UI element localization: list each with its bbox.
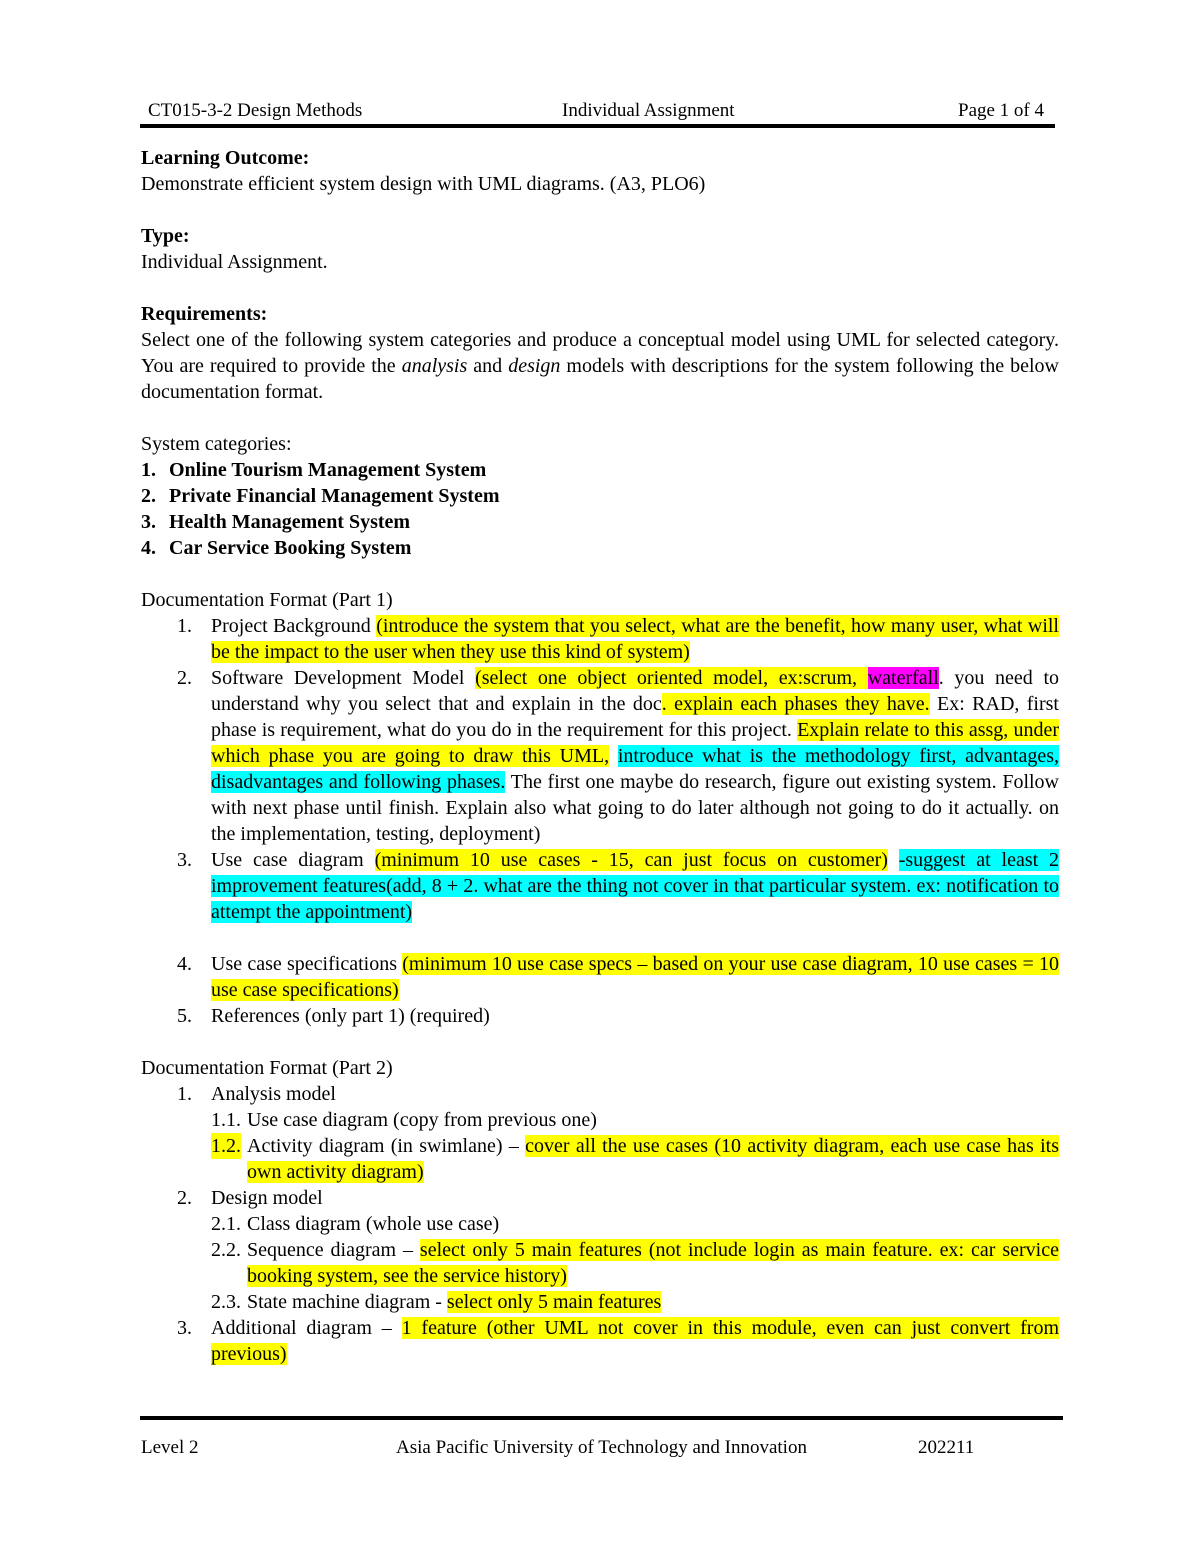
part2-item-analysis-model	[141, 1081, 1059, 1107]
footer-intake-code: 202211	[918, 1437, 975, 1458]
category-name: Car Service Booking System	[169, 537, 412, 559]
category-name: Online Tourism Management System	[169, 459, 487, 481]
highlight-cyan: -suggest at least 2 improvement features(add, 8 + 2. what are the thing not cover in that particular system. ex: notification to attempt the appointment)	[211, 849, 1060, 923]
sub-text: State machine diagram -	[247, 1291, 447, 1313]
item-text: . you need to understand why you select that and explain in the doc	[211, 667, 1059, 715]
category-name: Private Financial Management System	[169, 485, 500, 507]
highlight-yellow: (introduce the system that you select, what are the benefit, how many user, what will be the impact to the user when they use this kind of system)	[211, 615, 1059, 663]
part1-item-software-development-model	[141, 665, 1059, 847]
part1-item-references	[141, 1003, 1059, 1029]
highlight-cyan: introduce what is the methodology first, advantages, disadvantages and following phases.	[211, 745, 1060, 793]
requirements-text-part1: Select one of the following system categories and produce a conceptual model using UML for selected category. You are required to provide the	[141, 329, 1059, 377]
category-number: 1.	[141, 459, 156, 481]
item-text: Use case diagram	[211, 849, 375, 871]
sub-text: Sequence diagram –	[247, 1239, 420, 1261]
part2-item-additional-diagram	[141, 1315, 1059, 1367]
header-rule	[140, 124, 1055, 128]
list-number: 1.	[177, 1083, 192, 1105]
category-list	[141, 457, 1059, 561]
sub-number: 2.2.	[211, 1239, 241, 1261]
list-number: 1.	[177, 615, 192, 637]
sub-number: 2.3.	[211, 1291, 241, 1313]
part2-subitem-sequence-diagram	[141, 1237, 1059, 1289]
highlight-yellow: Explain relate to this assg, under which phase you are going to draw this UML,	[211, 719, 1060, 767]
type-heading: Type:	[141, 225, 190, 247]
item-text: Use case specifications	[211, 953, 403, 975]
sub-text: Class diagram (whole use case)	[247, 1213, 500, 1235]
list-number: 2.	[177, 667, 192, 689]
header-course-code: CT015-3-2 Design Methods	[148, 100, 363, 121]
part2-subitem-use-case-diagram	[141, 1107, 1059, 1133]
requirements-text	[141, 327, 1059, 405]
category-name: Health Management System	[169, 511, 411, 533]
item-text	[888, 849, 899, 871]
category-number: 4.	[141, 537, 156, 559]
part1-item-use-case-diagram	[141, 847, 1059, 925]
highlight-yellow: (minimum 10 use cases - 15, can just focus on customer)	[374, 849, 888, 871]
list-number: 2.	[177, 1187, 192, 1209]
item-text: Project Background	[211, 615, 377, 637]
requirements-heading: Requirements:	[141, 303, 268, 325]
document-body	[141, 145, 1059, 1367]
type-text: Individual Assignment.	[141, 251, 328, 273]
item-text: Software Development Model	[211, 667, 476, 689]
footer-university: Asia Pacific University of Technology and Innovation	[396, 1437, 807, 1458]
item-text: The first one maybe do research, figure out existing system. Follow with next phase until finish. Explain also what going to do later although not going to do it actually. on the implementation, testing, deployment)	[211, 771, 1060, 845]
part1-list	[141, 613, 1059, 1029]
part2-list	[141, 1081, 1059, 1367]
learning-outcome-heading: Learning Outcome:	[141, 147, 310, 169]
part2-subitem-class-diagram	[141, 1211, 1059, 1237]
highlight-yellow: 1 feature (other UML not cover in this module, even can just convert from previous)	[211, 1317, 1059, 1365]
analysis-emphasis: analysis	[401, 355, 468, 377]
sub-number: 2.1.	[211, 1213, 241, 1235]
highlight-yellow: select only 5 main features (not include login as main feature. ex: car service booking system, see the service history)	[247, 1239, 1059, 1287]
part2-subitem-state-machine-diagram	[141, 1289, 1059, 1315]
part1-item-project-background	[141, 613, 1059, 665]
part2-heading: Documentation Format (Part 2)	[141, 1057, 393, 1079]
highlight-yellow: cover all the use cases (10 activity diagram, each use case has its own activity diagram)	[247, 1135, 1059, 1183]
footer-level: Level 2	[141, 1437, 199, 1458]
footer-rule	[140, 1416, 1063, 1420]
header-assignment-type: Individual Assignment	[562, 100, 735, 121]
item-text: Additional diagram –	[211, 1317, 402, 1339]
item-text	[609, 745, 618, 767]
highlight-yellow: (minimum 10 use case specs – based on your use case diagram, 10 use cases = 10 use case specifications)	[211, 953, 1059, 1001]
sub-text: Use case diagram (copy from previous one)	[247, 1109, 597, 1131]
category-item	[141, 457, 1059, 483]
part1-item-use-case-specifications	[141, 951, 1059, 1003]
sub-number: 1.1.	[211, 1109, 241, 1131]
category-item	[141, 535, 1059, 561]
header-page-number: Page 1 of 4	[958, 100, 1045, 121]
list-number: 4.	[177, 953, 192, 975]
part2-item-design-model	[141, 1185, 1059, 1211]
item-text: References (only part 1) (required)	[211, 1005, 490, 1027]
requirements-and: and	[467, 355, 509, 377]
item-text: Analysis model	[211, 1083, 336, 1105]
item-text: Design model	[211, 1187, 323, 1209]
requirements-text-part2: models with descriptions for the system following the below documentation format.	[141, 355, 1059, 403]
category-number: 3.	[141, 511, 156, 533]
category-item	[141, 483, 1059, 509]
category-item	[141, 509, 1059, 535]
part1-heading: Documentation Format (Part 1)	[141, 589, 393, 611]
highlight-yellow: . explain each phases they have.	[661, 693, 930, 715]
highlight-yellow: (select one object oriented model, ex:scrum,	[475, 667, 868, 689]
item-text: Ex: RAD, first phase is requirement, what do you do in the requirement for this project.	[211, 693, 1059, 741]
sub-text: Activity diagram (in swimlane) –	[247, 1135, 526, 1157]
highlight-magenta: waterfall	[867, 667, 939, 689]
part2-subitem-activity-diagram	[141, 1133, 1059, 1185]
sub-number: 1.2.	[211, 1135, 241, 1157]
category-number: 2.	[141, 485, 156, 507]
design-emphasis: design	[508, 355, 561, 377]
list-number: 3.	[177, 1317, 192, 1339]
categories-heading: System categories:	[141, 433, 292, 455]
list-number: 5.	[177, 1005, 192, 1027]
list-number: 3.	[177, 849, 192, 871]
learning-outcome-text: Demonstrate efficient system design with UML diagrams. (A3, PLO6)	[141, 173, 706, 195]
highlight-yellow: select only 5 main features	[446, 1291, 662, 1313]
